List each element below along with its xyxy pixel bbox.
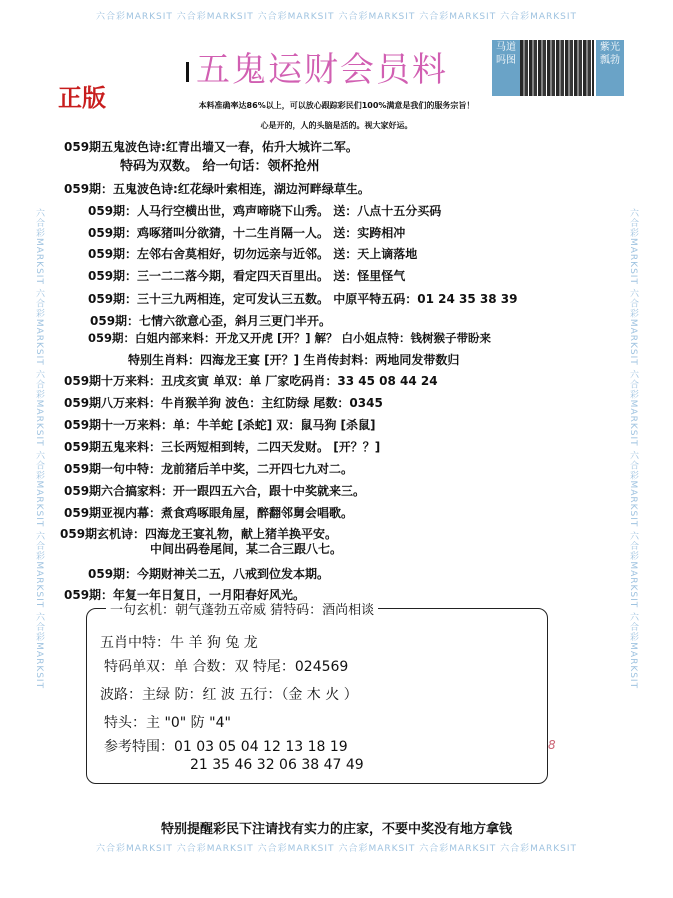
- text-line: 059期五鬼波色诗:红青出墙又一春，佑升大城许二军。: [64, 140, 358, 154]
- handwritten-mark: 8: [548, 738, 556, 752]
- footer-notice: 特别提醒彩民下注请找有实力的庄家，不要中奖没有地方拿钱: [160, 822, 512, 837]
- box-line-riddle: 一句玄机：朝气蓬勃五帝威 猜特码：酒尚相谈: [106, 602, 378, 620]
- text-line: 特码为双数。 给一句话：领杯抢州: [120, 159, 320, 174]
- text-line: 059期十一万来料：单：牛羊蛇 [杀蛇] 双：鼠马狗 [杀鼠]: [64, 418, 376, 432]
- text-line: 059期：左邻右舍莫相好，切勿远亲与近邻。 送：天上谪落地: [88, 247, 418, 261]
- text-line: 059期：人马行空横出世，鸡声啼晓下山秀。 送：八点十五分买码: [88, 204, 442, 218]
- subtitle-line-2: 心是开的，人的头脑是活的。视大家好运。: [260, 121, 413, 130]
- qr-code-image: [520, 40, 594, 96]
- text-line: 特别生肖料：四海龙王宴 [开？] 生肖传封料：两地同发带数归: [128, 353, 460, 367]
- text-line: 059期一句中特：龙前猪后羊中奖，二开四七九对二。: [64, 462, 354, 476]
- text-line: 059期：鸡啄猪叫分欲猜，十二生肖隔一人。 送：实跨相冲: [88, 226, 406, 240]
- text-line: 059期：白姐内部来料：开龙又开虎 [开？] 解？ 白小姐点特：钱树猴子带盼来: [88, 331, 492, 345]
- title-divider: [186, 62, 189, 82]
- watermark-border-right: 六合彩MARKSIT 六合彩MARKSIT 六合彩MARKSIT 六合彩MARKSIT 六合彩MARKSIT 六合彩MARKSIT: [628, 208, 638, 690]
- subtitle-line-1: 本料准确率达86%以上，可以放心跟踪彩民们100%满意是我们的服务宗旨！: [198, 101, 475, 110]
- box-line-odd-even: 特码单双：单 合数：双 特尾：024569: [104, 659, 349, 675]
- box-line-range-2: 21 35 46 32 06 38 47 49: [190, 757, 364, 773]
- box-line-head: 特头：主 "0" 防 "4": [104, 715, 231, 731]
- watermark-border-bottom: 六合彩MARKSIT 六合彩MARKSIT 六合彩MARKSIT 六合彩MARKSIT 六合彩MARKSIT 六合彩MARKSIT: [95, 844, 578, 854]
- box-line-range-1: 参考特围：01 03 05 04 12 13 18 19: [104, 739, 348, 755]
- watermark-border-left: 六合彩MARKSIT 六合彩MARKSIT 六合彩MARKSIT 六合彩MARKSIT 六合彩MARKSIT 六合彩MARKSIT: [34, 208, 44, 690]
- text-line: 059期十万来料：丑戌亥寅 单双：单 厂家吃码肖：33 45 08 44 24: [64, 374, 438, 388]
- left-badge: 马道吗图: [492, 40, 520, 96]
- text-line: 059期：今期财神关二五，八戒到位发本期。: [88, 567, 330, 581]
- text-line: 059期：七情六欲意心歪，斜月三更门半开。: [90, 314, 332, 328]
- page-title: 五鬼运财会员料: [196, 50, 448, 90]
- box-line-zodiac: 五肖中特：牛 羊 狗 兔 龙: [100, 635, 258, 651]
- text-line: 059期玄机诗：四海龙王宴礼物，献上猪羊换平安。: [60, 527, 338, 541]
- box-line-color-wave: 波路：主绿 防：红 波 五行：（金 木 火 ）: [100, 687, 358, 703]
- watermark-border-top: 六合彩MARKSIT 六合彩MARKSIT 六合彩MARKSIT 六合彩MARKSIT 六合彩MARKSIT 六合彩MARKSIT: [95, 12, 578, 22]
- right-badge: 紫光瓢勃: [596, 40, 624, 96]
- text-line: 059期：五鬼波色诗:红花绿叶索相连，湖边河畔绿草生。: [64, 182, 370, 196]
- text-line: 059期：三一二二落今期，看定四天百里出。 送：怪里怪气: [88, 269, 406, 283]
- text-line: 059期：三十三九两相连，定可发认三五数。 中原平特五码：01 24 35 38 39: [88, 292, 518, 306]
- text-line: 059期：年复一年日复日，一月阳春好风光。: [64, 588, 306, 602]
- text-line: 059期亚视内幕：煮食鸡啄眼角屋，醉翻邻舅会唱歌。: [64, 506, 354, 520]
- text-line: 059期六合搞家料：开一跟四五六合，跟十中奖就来三。: [64, 484, 366, 498]
- text-line: 059期五鬼来料：三长两短相到转，二四天发财。 [开？？]: [64, 440, 381, 454]
- text-line: 059期八万来料：牛肖猴羊狗 波色：主红防绿 尾数：0345: [64, 396, 383, 410]
- edition-label: 正版: [58, 83, 106, 112]
- text-line: 中间出码卷尾间，某二合三跟八七。: [150, 542, 343, 556]
